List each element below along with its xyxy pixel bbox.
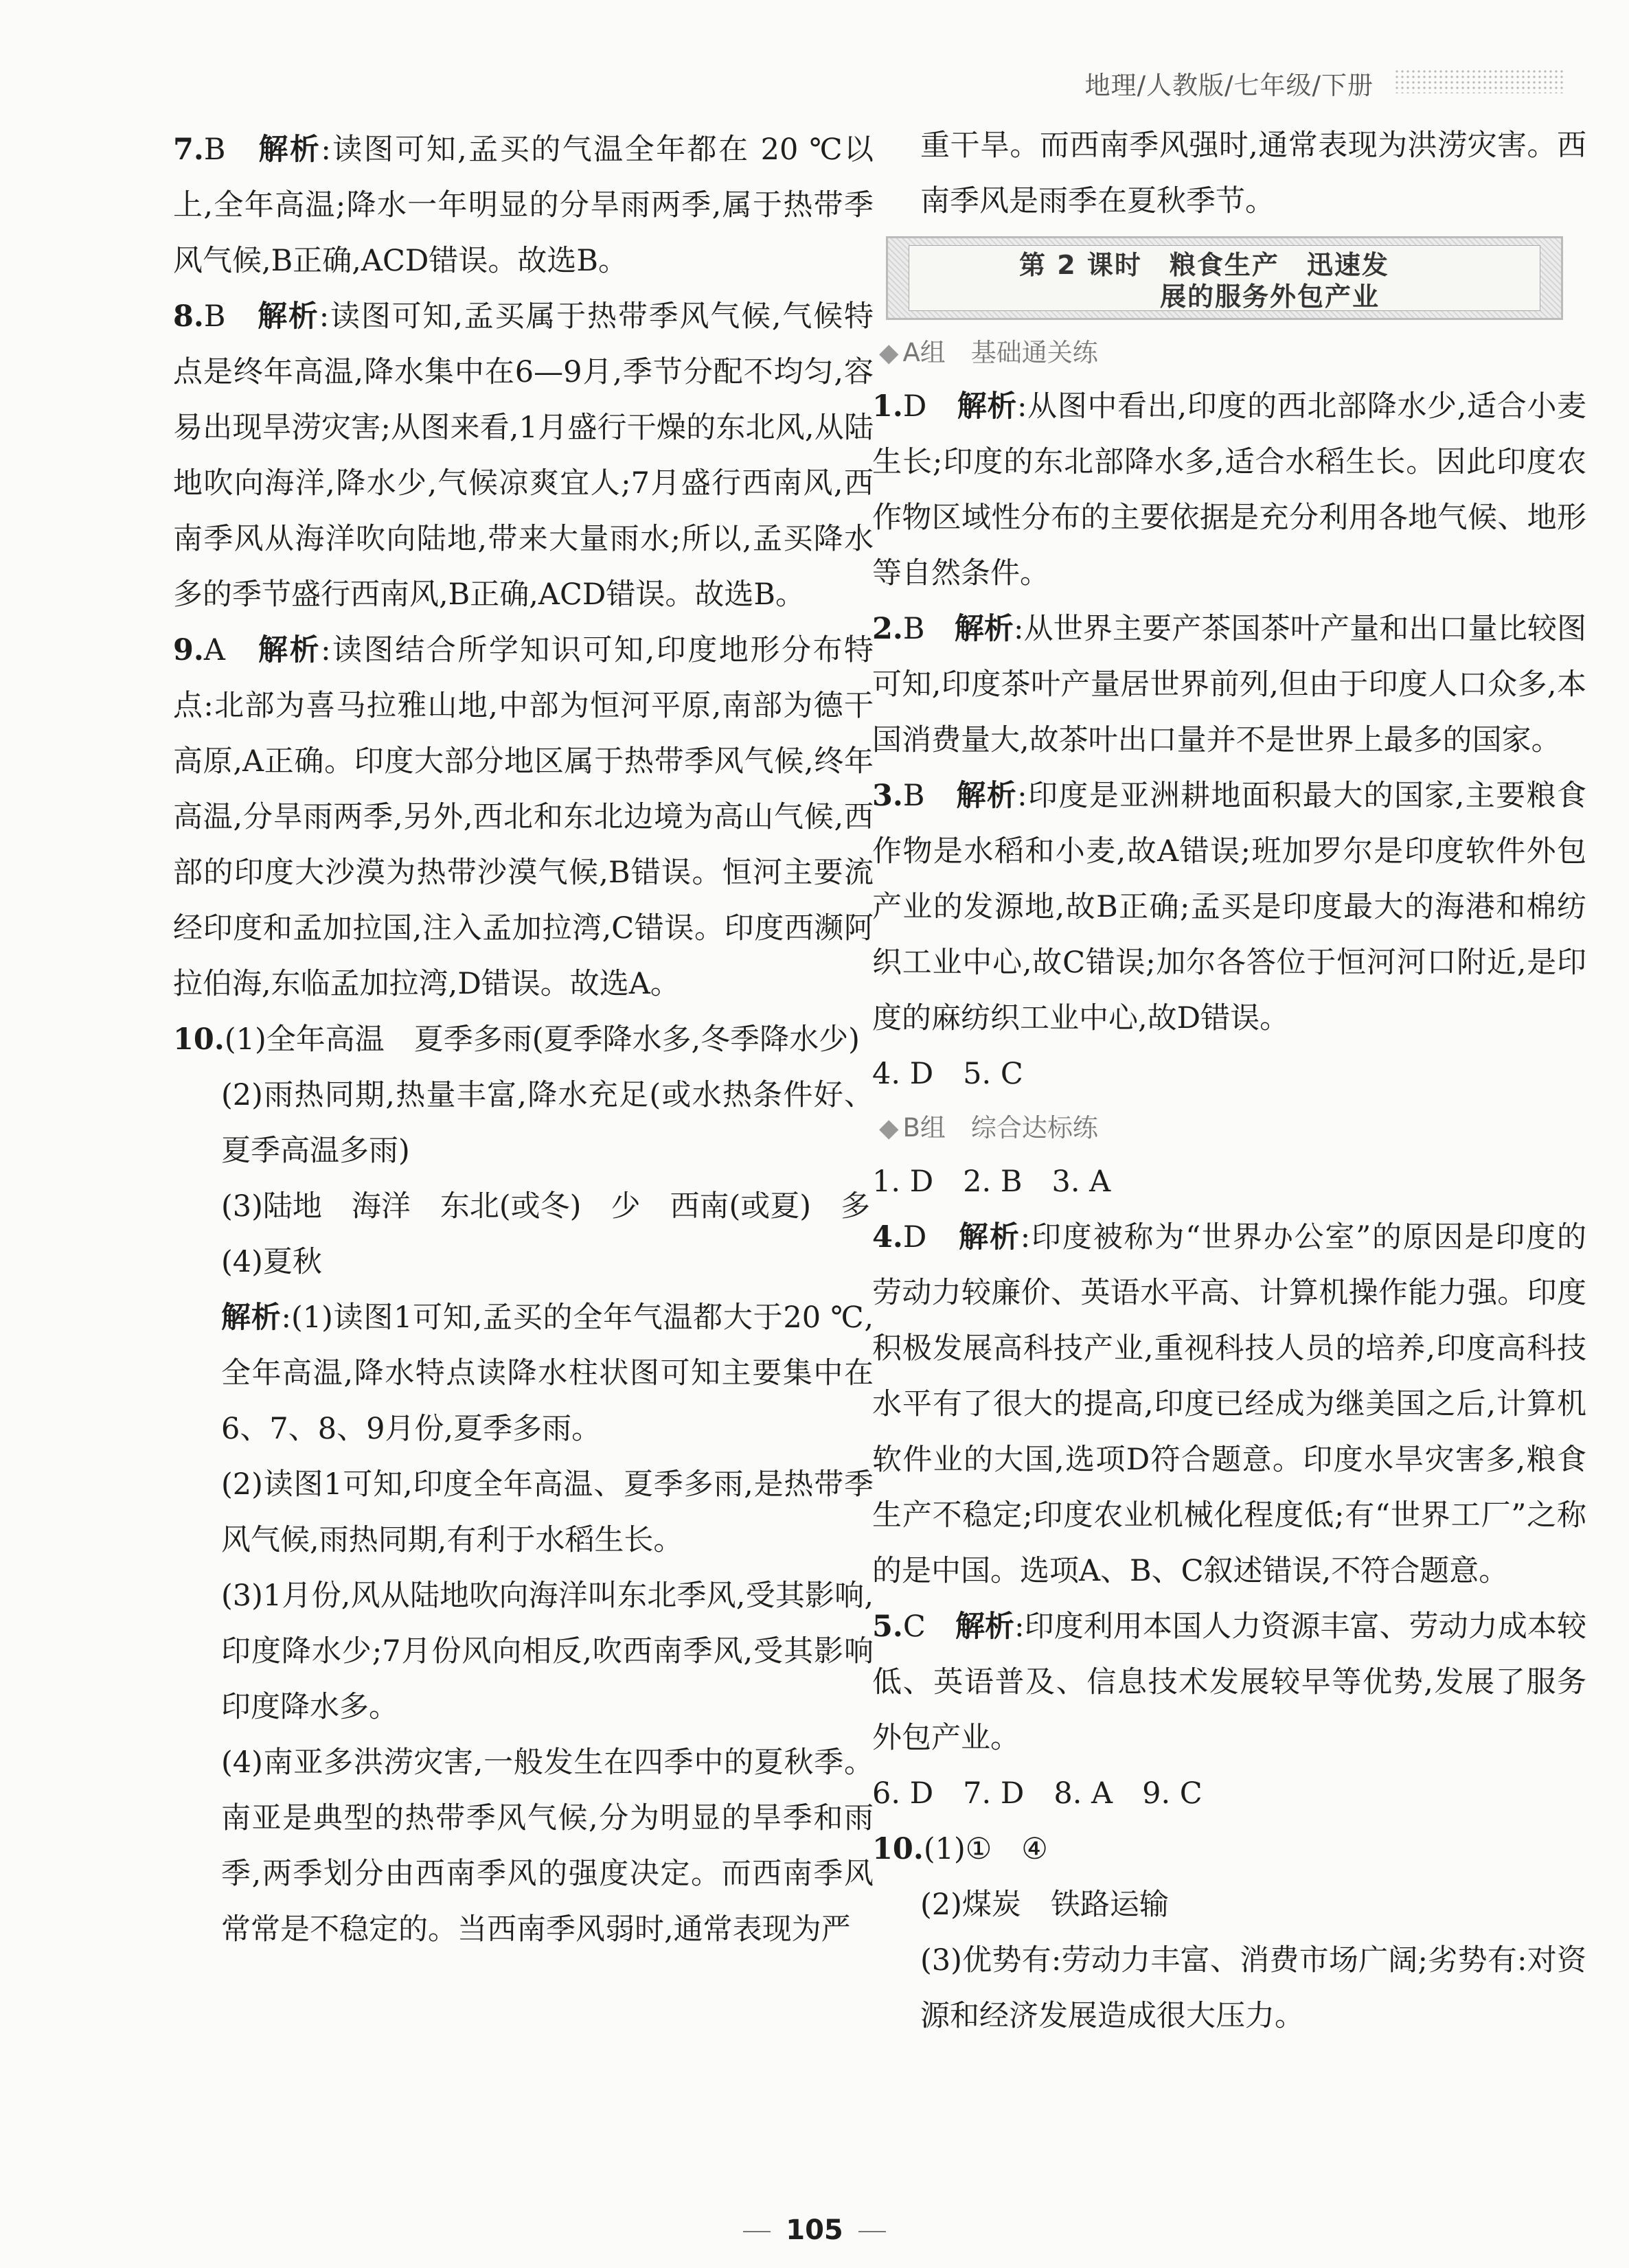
continued-text: 重干旱。而西南季风强时,通常表现为洪涝灾害。西南季风是雨季在夏秋季节。	[920, 128, 1586, 218]
a-answer-2: 2.B 解析:从世界主要产茶国茶叶产量和出口量比较图可知,印度茶叶产量居世界前列,但由于印度人口众多,本国消费量大,故茶叶出口量并不是世界上最多的国家。	[872, 612, 1586, 757]
lesson-banner	[886, 236, 1563, 320]
group-b-heading: ◆ B组 综合达标练	[879, 1113, 1098, 1143]
b-answer-10-part3: (3)优势有:劳动力丰富、消费市场广阔;劣势有:对资源和经济发展造成很大压力。	[920, 1943, 1586, 2033]
diamond-icon: ◆	[879, 338, 899, 367]
header-dot-pattern	[1394, 69, 1566, 93]
b-answers-6-9: 6. D 7. D 8. A 9. C	[872, 1776, 1203, 1811]
answer-10-analysis-1: 解析:(1)读图1可知,孟买的全年气温都大于20 ℃,全年高温,降水特点读降水柱状图可知主要集中在6、7、8、9月份,夏季多雨。	[221, 1301, 874, 1446]
a-answers-4-5: 4. D 5. C	[872, 1057, 1023, 1091]
b-answer-10-part2: (2)煤炭 铁路运输	[920, 1888, 1169, 1922]
footer-dash-left	[743, 2231, 771, 2232]
page-number: 105	[786, 2214, 843, 2246]
group-a-heading: ◆ A组 基础通关练	[879, 338, 1098, 367]
answer-10-part4: (4)夏秋	[221, 1245, 322, 1279]
answer-10-part3: (3)陆地 海洋 东北(或冬) 少 西南(或夏) 多	[221, 1189, 871, 1224]
answer-9: 9.A 解析:读图结合所学知识可知,印度地形分布特点:北部为喜马拉雅山地,中部为恒河平原,南部为德干高原,A正确。印度大部分地区属于热带季风气候,终年高温,分旱雨两季,另外,西北和东北边境为高山气候,西部的印度大沙漠为热带沙漠气候,B错误。恒河主要流经印度和孟加拉国,注入孟加拉湾,C错误。印度西濒阿拉伯海,东临孟加拉湾,D错误。故选A。	[173, 633, 874, 1001]
header-title: 地理/人教版/七年级/下册	[1084, 71, 1374, 100]
b-answers-1-3: 1. D 2. B 3. A	[872, 1165, 1111, 1199]
answer-10-part2: (2)雨热同期,热量丰富,降水充足(或水热条件好、夏季高温多雨)	[221, 1078, 874, 1168]
b-answer-4: 4.D 解析:印度被称为“世界办公室”的原因是印度的劳动力较廉价、英语水平高、计算机操作能力强。印度积极发展高科技产业,重视科技人员的培养,印度高科技水平有了很大的提高,印度已经成为继美国之后,计算机软件业的大国,选项D符合题意。印度水旱灾害多,粮食生产不稳定;印度农业机械化程度低;有“世界工厂”之称的是中国。选项A、B、C叙述错误,不符合题意。	[872, 1220, 1587, 1588]
answer-10-part1: 10.(1)全年高温 夏季多雨(夏季降水多,冬季降水少)	[173, 1022, 860, 1057]
a-answer-1: 1.D 解析:从图中看出,印度的西北部降水少,适合小麦生长;印度的东北部降水多,适合水稻生长。因此印度农作物区域性分布的主要依据是充分利用各地气候、地形等自然条件。	[872, 389, 1587, 591]
diamond-icon: ◆	[879, 1113, 899, 1143]
answer-10-analysis-3: (3)1月份,风从陆地吹向海洋叫东北季风,受其影响,印度降水少;7月份风向相反,吹西南季风,受其影响印度降水多。	[221, 1579, 874, 1724]
answer-10-analysis-2: (2)读图1可知,印度全年高温、夏季多雨,是热带季风气候,雨热同期,有利于水稻生长。	[221, 1467, 874, 1557]
right-column	[872, 118, 1586, 2044]
answer-7: 7.B 解析:读图可知,孟买的气温全年都在 20 ℃以上,全年高温;降水一年明显的分旱雨两季,属于热带季风气候,B正确,ACD错误。故选B。	[173, 133, 874, 278]
a-answer-3: 3.B 解析:印度是亚洲耕地面积最大的国家,主要粮食作物是水稻和小麦,故A错误;班加罗尔是印度软件外包产业的发源地,故B正确;孟买是印度最大的海港和棉纺织工业中心,故C错误;加尔各答位于恒河河口附近,是印度的麻纺织工业中心,故D错误。	[872, 779, 1586, 1035]
lesson-title-line2: 展的服务外包产业	[1160, 282, 1380, 312]
footer-dash-right	[858, 2231, 886, 2232]
running-header	[893, 60, 1580, 104]
b-answer-10-part1: 10.(1)① ④	[872, 1832, 1048, 1866]
lesson-title-line1: 第 2 课时 粮食生产 迅速发	[1019, 250, 1389, 280]
b-answer-5: 5.C 解析:印度利用本国人力资源丰富、劳动力成本较低、英语普及、信息技术发展较早等优势,发展了服务外包产业。	[872, 1610, 1587, 1755]
left-column	[173, 122, 874, 1958]
answer-10-analysis-4: (4)南亚多洪涝灾害,一般发生在四季中的夏秋季。南亚是典型的热带季风气候,分为明显的旱季和雨季,两季划分由西南季风的强度决定。而西南季风常常是不稳定的。当西南季风弱时,通常表现为严	[221, 1745, 874, 1947]
page-footer	[0, 2214, 1629, 2246]
answer-8: 8.B 解析:读图可知,孟买属于热带季风气候,气候特点是终年高温,降水集中在6—9月,季节分配不均匀,容易出现旱涝灾害;从图来看,1月盛行干燥的东北风,从陆地吹向海洋,降水少,气候凉爽宜人;7月盛行西南风,西南季风从海洋吹向陆地,带来大量雨水;所以,孟买降水多的季节盛行西南风,B正确,ACD错误。故选B。	[173, 299, 874, 612]
